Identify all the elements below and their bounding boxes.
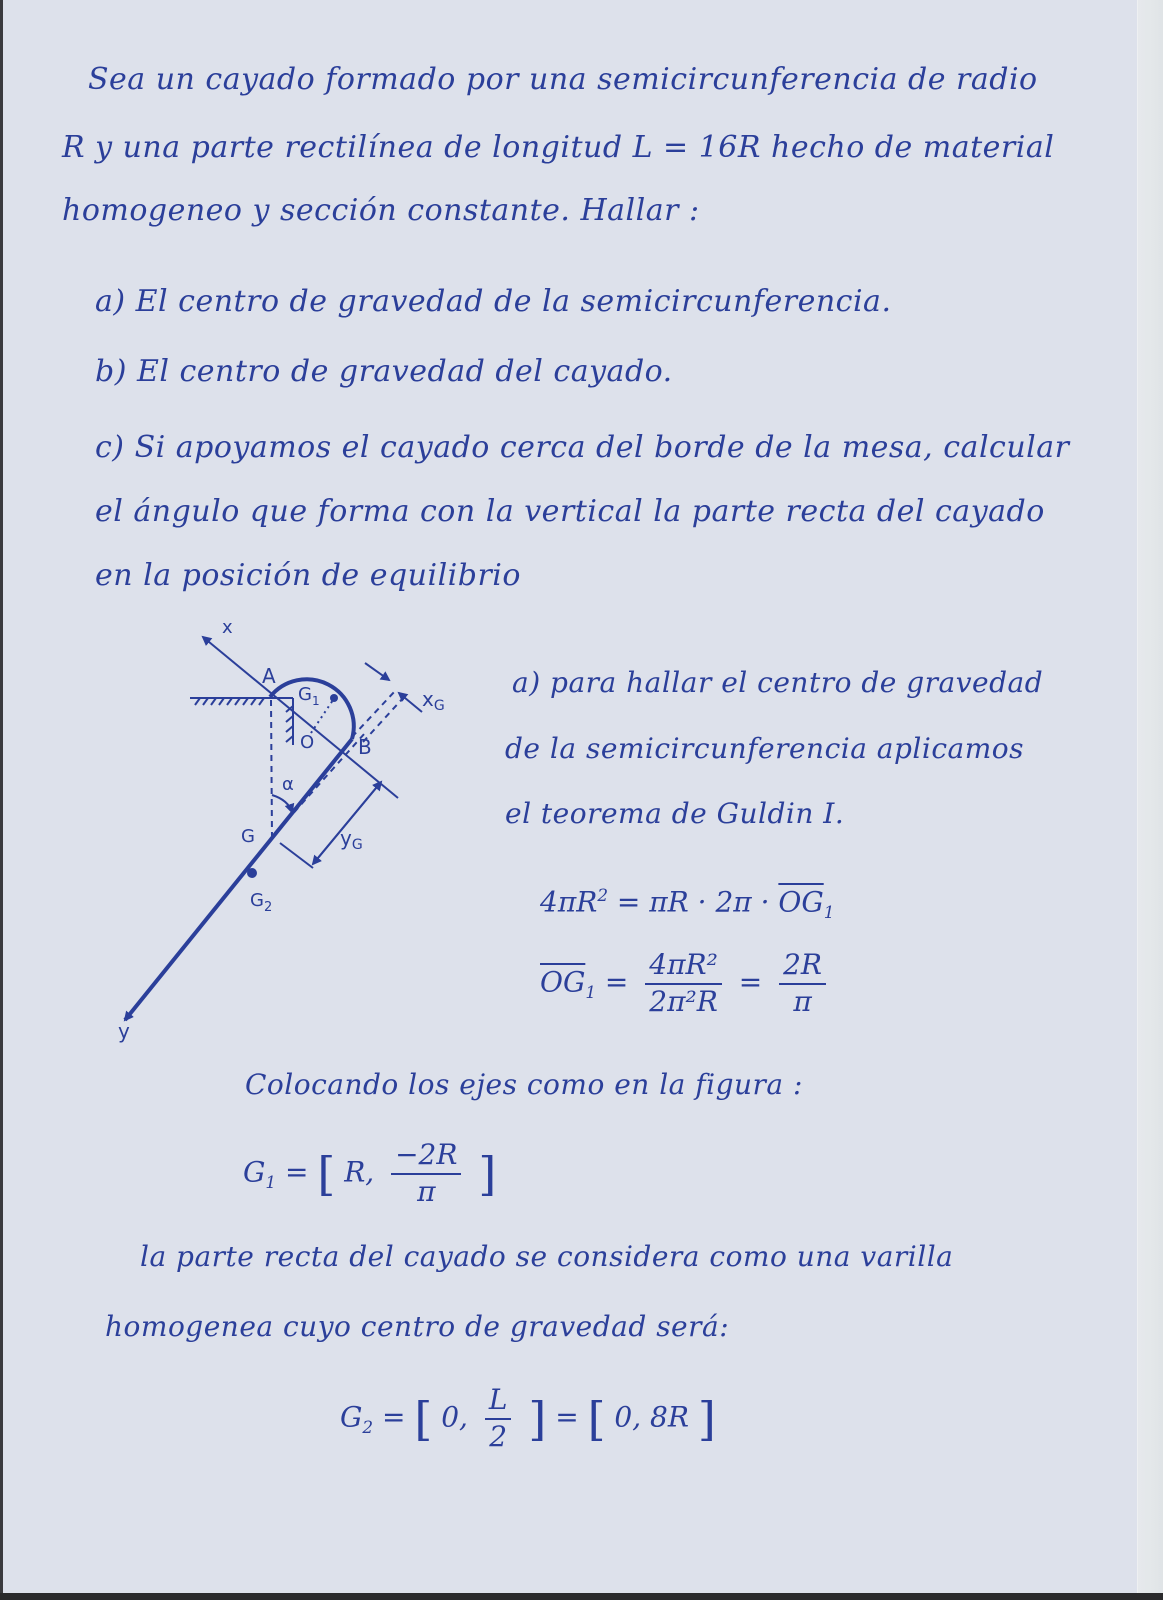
g2-bracket-open-2: [ [587, 1391, 606, 1446]
g2-bracket-close-2: ] [697, 1391, 716, 1446]
rod-text-line-2: homogenea cuyo centro de gravedad será: [105, 1310, 730, 1343]
g1-y-num: −2R [391, 1140, 461, 1175]
g2-point [247, 868, 257, 878]
scan-left-edge [0, 0, 3, 1600]
g2-x2: 0, [614, 1400, 642, 1434]
part-a-line-3: el teorema de Guldin I. [505, 797, 845, 830]
label-G1: $G_1$ [298, 684, 320, 708]
eq1-lhs: 4πR [540, 885, 598, 919]
y-axis-label: y [118, 1019, 130, 1043]
item-c-line-3: en la posición de equilibrio [95, 558, 521, 593]
eq1-lhs-exp: 2 [597, 885, 608, 905]
label-O: O [300, 732, 315, 753]
eq2-segment: $\overline{OG}$ [540, 965, 586, 999]
label-A: A [262, 664, 276, 688]
vertical-dashed [271, 700, 272, 838]
g2-y-den: 2 [489, 1419, 508, 1453]
label-xG: $x_G$ [422, 687, 445, 714]
g2-bracket-open: [ [414, 1391, 433, 1446]
g1-equals: = [284, 1155, 309, 1189]
part-a-line-1: a) para hallar el centro de gravedad [512, 666, 1044, 699]
label-G2: $G_2$ [250, 890, 273, 915]
cayado-diagram [100, 600, 480, 1050]
alpha-arc [272, 795, 292, 812]
statement-line-3: homogeneo y sección constante. Hallar : [62, 193, 700, 228]
g2-y-num: L [485, 1385, 512, 1420]
label-G: G [241, 826, 255, 847]
g1-bracket-open: [ [317, 1146, 336, 1201]
item-a-label: a) [95, 284, 126, 319]
item-a [95, 284, 891, 319]
item-b-label: b) [95, 354, 127, 389]
rod-text-line-1: la parte recta del cayado se considera como una varilla [140, 1240, 954, 1273]
label-B: B [358, 735, 372, 759]
g2-label: G [340, 1400, 363, 1434]
guldin-equation [540, 885, 834, 922]
label-yG: $y_G$ [340, 826, 363, 853]
eq2-segment-sub: 1 [585, 981, 597, 1002]
eq2-equals-2: = [738, 965, 763, 999]
eq2-fraction-2 [779, 950, 826, 1018]
g1-point [330, 694, 338, 702]
g2-y2: 8R [650, 1400, 689, 1434]
eq2-den2: π [793, 984, 812, 1018]
x-axis-label: x [222, 617, 233, 638]
scan-bottom-edge [0, 1593, 1163, 1600]
statement-line-2: R y una parte rectilínea de longitud L = 16R hecho de material [62, 130, 1055, 165]
item-a-text: El centro de gravedad de la semicircunferencia. [135, 284, 892, 319]
item-c [95, 430, 1069, 465]
g1-coordinates [243, 1140, 496, 1208]
x-axis [203, 637, 398, 798]
item-b-text: El centro de gravedad del cayado. [136, 354, 673, 389]
item-b [95, 354, 673, 389]
eq1-segment: $\overline{OG}$ [778, 885, 824, 919]
axes-text: Colocando los ejes como en la figura : [245, 1068, 803, 1101]
eq2-num2: 2R [779, 950, 826, 985]
g1-sub: 1 [265, 1171, 277, 1192]
g1-bracket-close: ] [478, 1146, 497, 1201]
eq2-num1: 4πR² [645, 950, 722, 985]
g2-sub: 2 [362, 1416, 374, 1437]
og1-equation [540, 950, 834, 1018]
eq2-den1: 2π²R [649, 984, 718, 1018]
g2-y-fraction [485, 1385, 512, 1453]
eq1-rhs: = πR · 2π · [616, 885, 779, 919]
g2-coordinates [340, 1385, 716, 1453]
g2-x: 0, [441, 1400, 468, 1434]
part-a-line-2: de la semicircunferencia aplicamos [505, 732, 1024, 765]
straight-rod [125, 739, 352, 1020]
g1-x: R, [344, 1155, 375, 1189]
g2-bracket-close: ] [528, 1391, 547, 1446]
eq2-equals: = [604, 965, 629, 999]
label-alpha: α [282, 774, 294, 795]
eq1-segment-sub: 1 [823, 901, 835, 922]
g1-y-fraction [391, 1140, 461, 1208]
scan-edge-strip [1137, 0, 1163, 1593]
g2-equals: = [381, 1400, 406, 1434]
g2-equals-2: = [555, 1400, 579, 1434]
g1-y-den: π [417, 1174, 436, 1208]
item-c-label: c) [95, 430, 125, 465]
item-c-text: Si apoyamos el cayado cerca del borde de la mesa, calcular [134, 430, 1070, 465]
table-edge [190, 698, 293, 745]
eq2-fraction-1 [645, 950, 722, 1018]
item-c-line-2: el ángulo que forma con la vertical la parte recta del cayado [95, 494, 1045, 529]
g1-label: G [243, 1155, 266, 1189]
statement-line-1: Sea un cayado formado por una semicircunferencia de radio [88, 62, 1038, 97]
